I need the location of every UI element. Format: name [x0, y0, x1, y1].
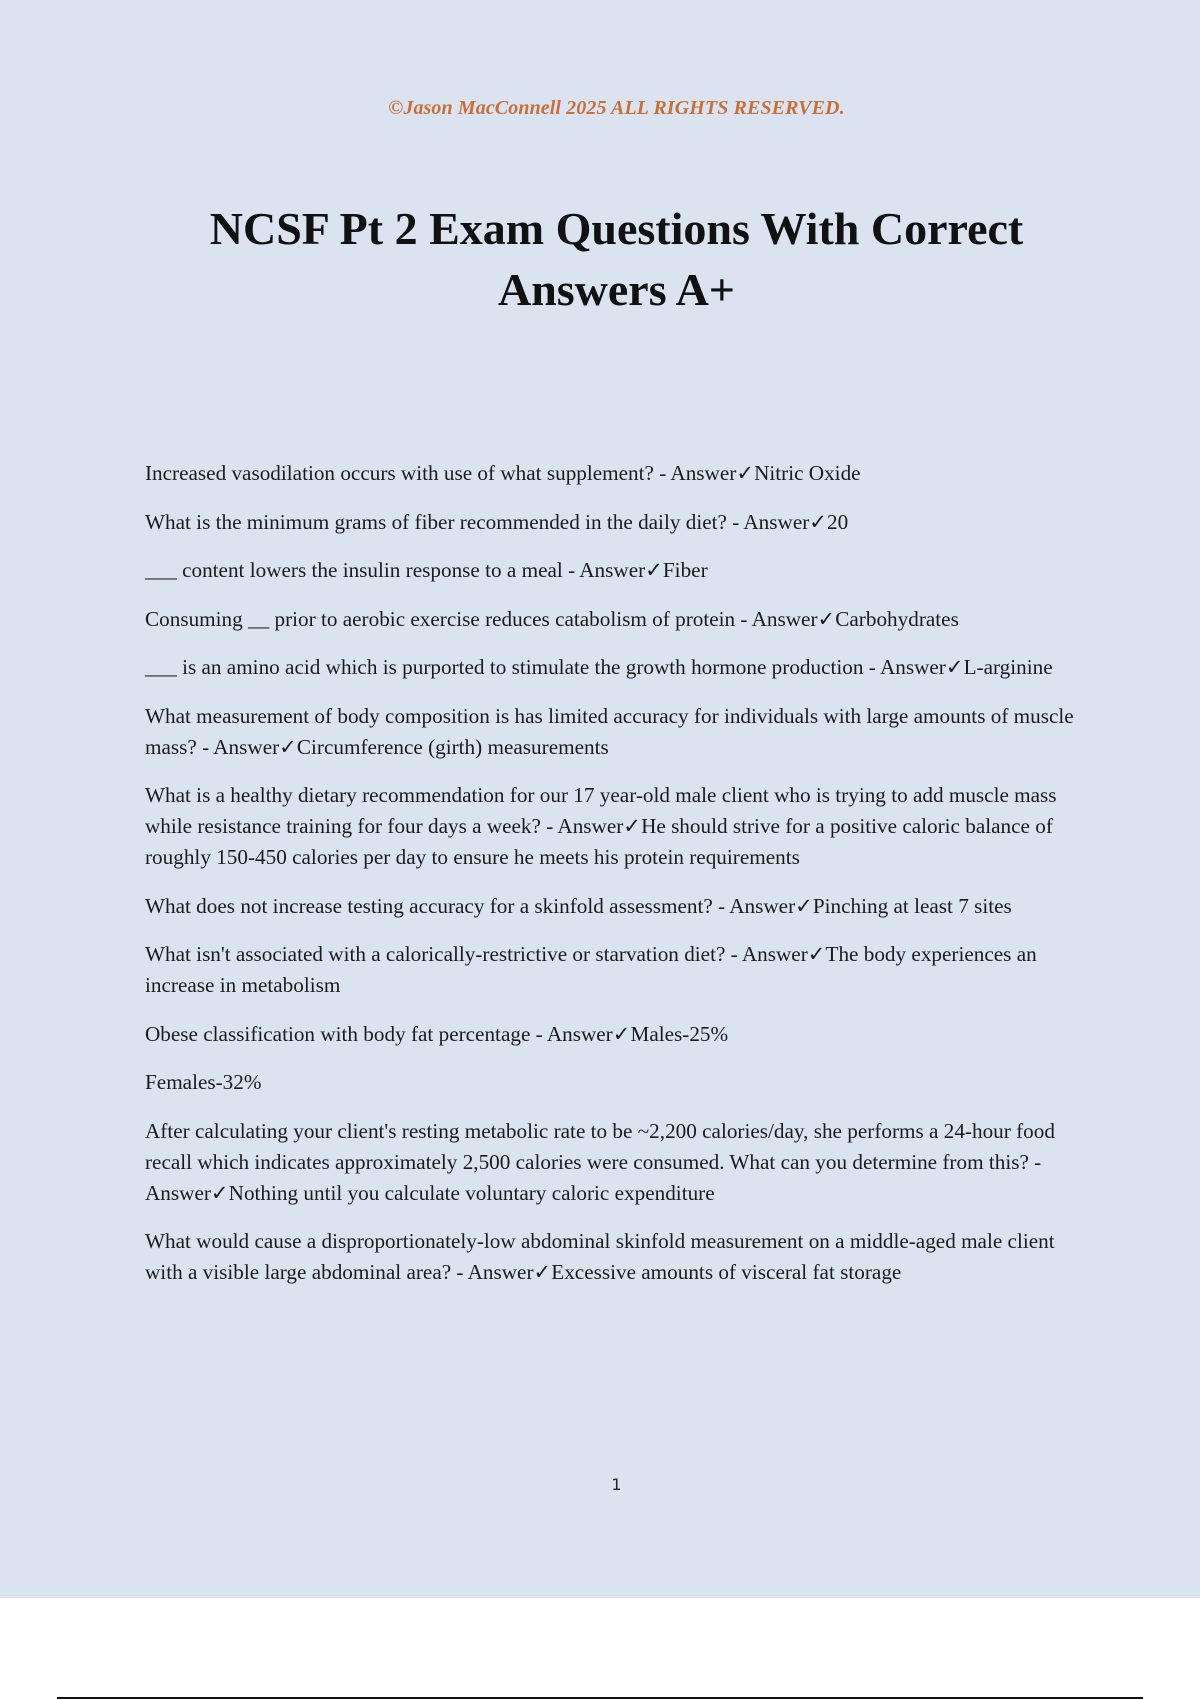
qa-item-12: After calculating your client's resting metabolic rate to be ~2,200 calories/day, she performs a 24-hour food recall which indicates approximately 2,500 calories were consumed. What can you determine from this? - Answer✓Nothing until you calculate voluntary caloric expenditure — [145, 1118, 1055, 1205]
qa-item-1: Increased vasodilation occurs with use of what supplement? - Answer✓Nitric Oxide — [145, 461, 861, 485]
qa-item-9: What isn't associated with a calorically-restrictive or starvation diet? - Answer✓The body experiences an increase in metabolism — [145, 942, 1037, 997]
document-title — [150, 198, 1083, 320]
question-answer-list — [145, 458, 1089, 1306]
qa-item-7: What is a healthy dietary recommendation for our 17 year-old male client who is trying to add muscle mass while resistance training for four days a week? - Answer✓He should strive for a positive caloric balance of roughly 150-450 calories per day to ensure he meets his protein requirements — [145, 783, 1057, 869]
qa-item-13: What would cause a disproportionately-low abdominal skinfold measurement on a middle-aged male client with a visible large abdominal area? - Answer✓Excessive amounts of visceral fat storage — [145, 1229, 1055, 1284]
copyright-notice: ©Jason MacConnell 2025 ALL RIGHTS RESERVED. — [388, 97, 845, 119]
qa-item-6: What measurement of body composition is has limited accuracy for individuals with large amounts of muscle mass? - Answer✓Circumference (girth) measurements — [145, 703, 1074, 759]
title-line-2: Answers A+ — [497, 264, 736, 315]
qa-item-10: Obese classification with body fat percentage - Answer✓Males-25% — [145, 1021, 729, 1046]
qa-item-8: What does not increase testing accuracy for a skinfold assessment? - Answer✓Pinching at least 7 sites — [145, 893, 1012, 918]
title-line-1: NCSF Pt 2 Exam Questions With Correct — [209, 203, 1024, 254]
qa-item-11: Females-32% — [145, 1070, 262, 1094]
page-number: 1 — [611, 1475, 622, 1494]
qa-item-4: Consuming __ prior to aerobic exercise reduces catabolism of protein - Answer✓Carbohydrates — [145, 606, 959, 631]
next-page-divider — [57, 1697, 1143, 1699]
qa-item-5: ___ is an amino acid which is purported to stimulate the growth hormone production - Answer✓L-arginine — [145, 655, 1053, 679]
qa-item-2: What is the minimum grams of fiber recommended in the daily diet? - Answer✓20 — [145, 509, 849, 534]
qa-item-3: ___ content lowers the insulin response to a meal - Answer✓Fiber — [145, 558, 708, 582]
